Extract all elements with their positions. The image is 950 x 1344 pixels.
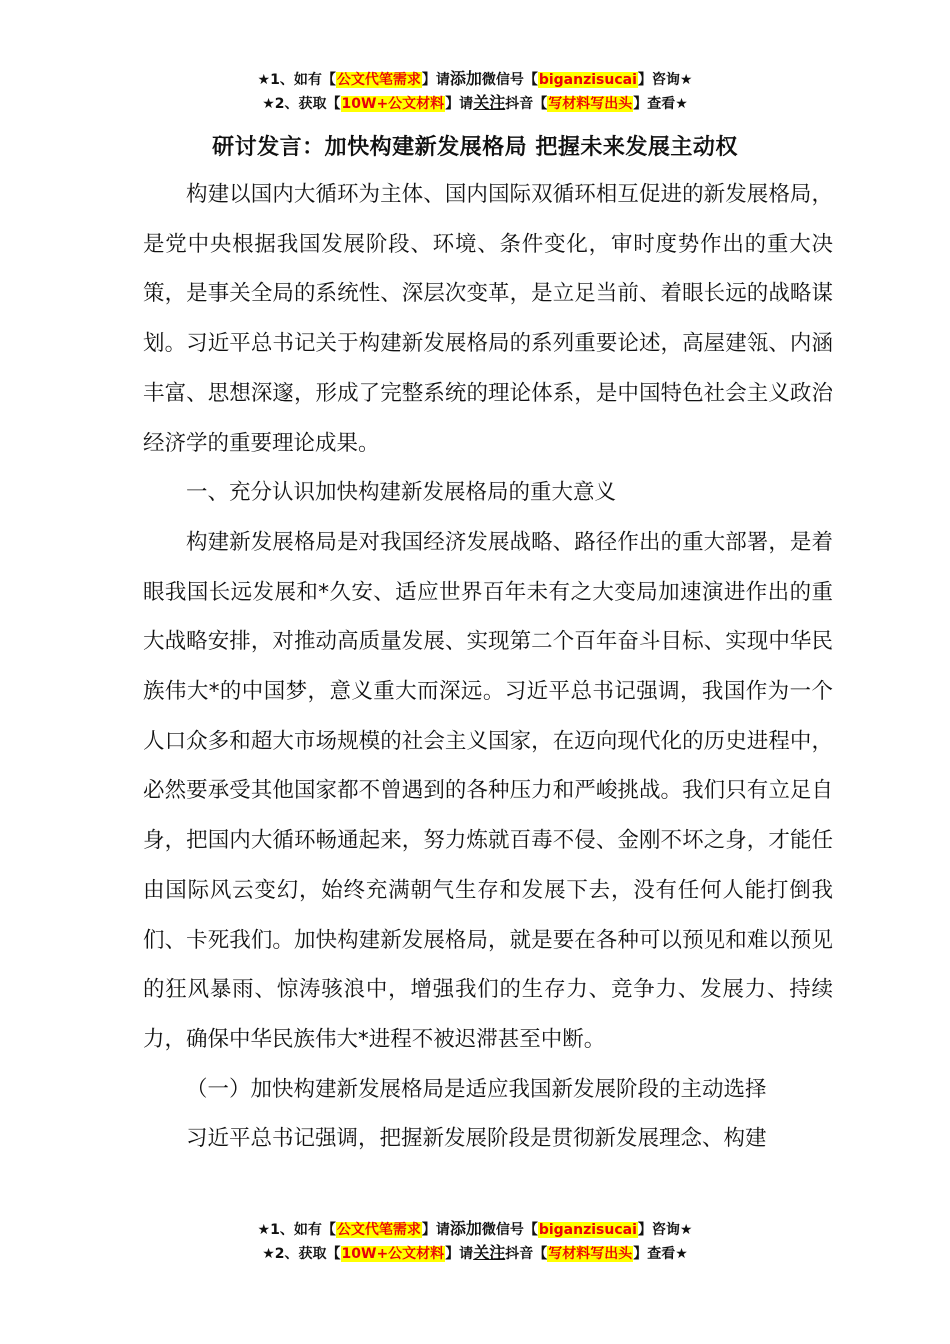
promo-text: ★2、获取【 [262, 1246, 341, 1262]
promo-text: 】查看★ [633, 96, 688, 112]
promo-line-2 [0, 1241, 950, 1265]
paragraph: 构建新发展格局是对我国经济发展战略、路径作出的重大部署，是着眼我国长远发展和*久安、适应世界百年未有之大变局加速演进作出的重大战略安排，对推动高质量发展、实现第二个百年奋斗目标、实现中华民族伟大*的中国梦，意义重大而深远。习近平总书记强调，我国作为一个人口众多和超大市场规模的社会主义国家，在迈向现代化的历史进程中，必然要承受其他国家都不曾遇到的各种压力和严峻挑战。我们只有立足自身，把国内大循环畅通起来，努力炼就百毒不侵、金刚不坏之身，才能任由国际风云变幻，始终充满朝气生存和发展下去，没有任何人能打倒我们、卡死我们。加快构建新发展格局，就是要在各种可以预见和难以预见的狂风暴雨、惊涛骇浪中，增强我们的生存力、竞争力、发展力、持续力，确保中华民族伟大*进程不被迟滞甚至中断。 [143, 529, 833, 1052]
document-body [143, 170, 833, 1164]
promo-line-1 [0, 1217, 950, 1241]
promo-text: 】请 [421, 72, 450, 88]
paragraph: 习近平总书记强调，把握新发展阶段是贯彻新发展理念、构建 [186, 1126, 767, 1152]
promo-text: ★1、如有【 [257, 1222, 336, 1238]
promo-text: 关注 [473, 1243, 506, 1262]
wechat-id-highlight: biganzisucai [538, 1222, 637, 1238]
promo-line-1 [0, 67, 950, 91]
promo-text: ★1、如有【 [257, 72, 336, 88]
promo-highlight: 公文代笔需求 [336, 1222, 421, 1238]
promo-text: 】请 [445, 1246, 474, 1262]
wechat-id-highlight: biganzisucai [538, 72, 637, 88]
promo-text: 】咨询★ [637, 1222, 693, 1238]
promo-text: 】请 [421, 1222, 450, 1238]
section-heading: 一、充分认识加快构建新发展格局的重大意义 [186, 480, 617, 506]
promo-text: 抖音【 [505, 1246, 548, 1262]
promo-text: 】请 [445, 96, 474, 112]
promo-highlight: 10W+公文材料 [341, 96, 445, 112]
promo-highlight: 公文代笔需求 [336, 72, 421, 88]
promo-text: 添加 [449, 1219, 482, 1238]
paragraph: 构建以国内大循环为主体、国内国际双循环相互促进的新发展格局，是党中央根据我国发展阶段、环境、条件变化，审时度势作出的重大决策，是事关全局的系统性、深层次变革，是立足当前、着眼长远的战略谋划。习近平总书记关于构建新发展格局的系列重要论述，高屋建瓴、内涵丰富、思想深邃，形成了完整系统的理论体系，是中国特色社会主义政治经济学的重要理论成果。 [143, 182, 833, 456]
promo-banner-top [0, 67, 950, 115]
promo-text: 抖音【 [505, 96, 548, 112]
promo-text: 微信号【 [481, 1222, 538, 1238]
promo-highlight: 10W+公文材料 [341, 1246, 445, 1262]
page-title: 研讨发言：加快构建新发展格局 把握未来发展主动权 [212, 135, 738, 160]
promo-text: ★2、获取【 [262, 96, 341, 112]
subsection-heading: （一）加快构建新发展格局是适应我国新发展阶段的主动选择 [186, 1076, 767, 1102]
promo-banner-bottom [0, 1217, 950, 1265]
promo-text: 】咨询★ [637, 72, 693, 88]
promo-text: 微信号【 [481, 72, 538, 88]
douyin-id-highlight: 写材料写出头 [548, 96, 633, 112]
promo-line-2 [0, 91, 950, 115]
promo-text: 】查看★ [633, 1246, 688, 1262]
promo-text: 添加 [449, 69, 482, 88]
douyin-id-highlight: 写材料写出头 [548, 1246, 633, 1262]
promo-text: 关注 [473, 93, 506, 112]
